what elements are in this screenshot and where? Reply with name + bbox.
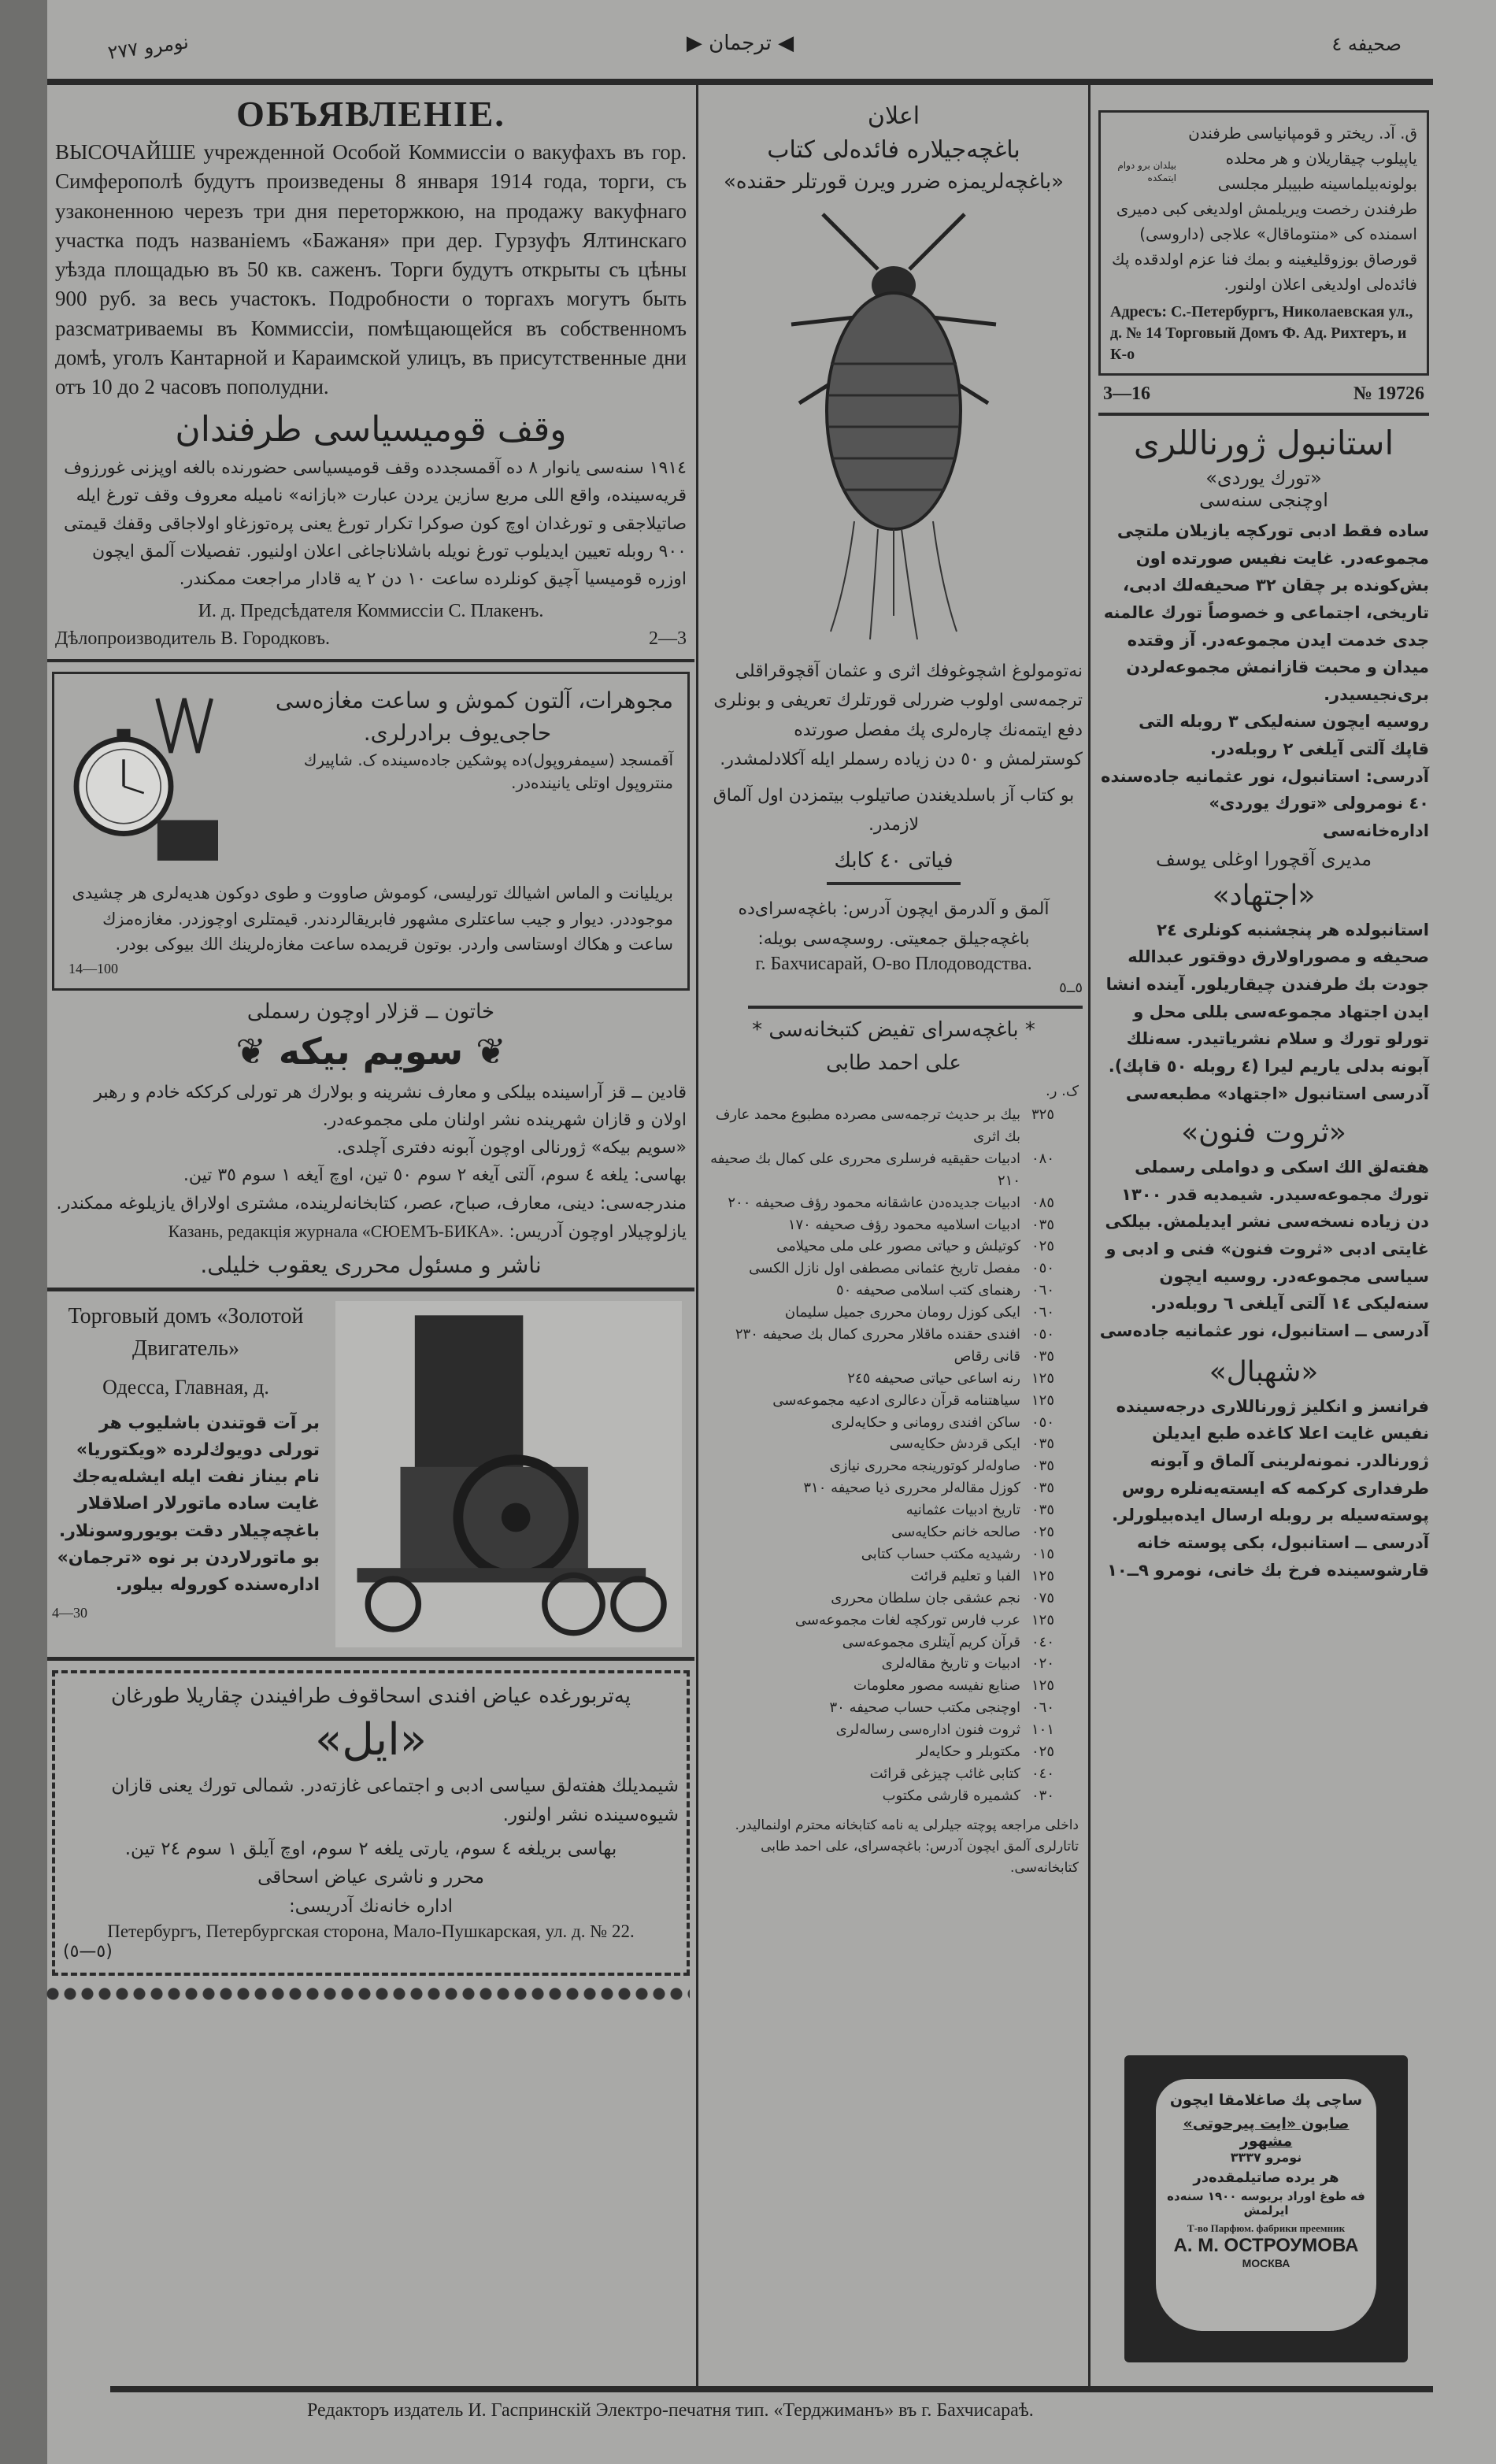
elan-price: فیاتی ٤٠ کابك xyxy=(834,849,954,873)
column-rule xyxy=(696,85,698,2386)
book-list-item xyxy=(709,1280,1079,1302)
scan-edge xyxy=(0,0,47,2464)
footer-rule xyxy=(110,2386,1433,2392)
masthead-title: ترجمان xyxy=(709,31,772,55)
notice-body: ВЫСОЧАЙШЕ учрежденной Особой Коммиссiи о вакуфахъ въ гор. Симферополѣ будутъ произведены 8 января 1914 года, торги, съ узаконенною черезъ три дня переторжкою, на продажу вакуфнаго участка подъ названiемъ «Бажаня» при дер. Гурзуфъ Ялтинскаго уѣзда площадью въ 50 кв. саженъ. Торги будутъ открыты съ цѣны 900 руб. за весь участокъ. Подробности о торгахъ могутъ быть разсматриваемы въ Коммиссiи, помѣщающейся въ собственномъ домѣ, уголъ Кантарной и Караимской улицъ, въ присутственные дни отъ 10 до 2 часовъ пополудни. xyxy=(55,140,687,398)
book-title: الفبا و تعلیم قرائت xyxy=(910,1567,1020,1584)
syuyumbike-title-text: سویم بیکه xyxy=(278,1029,464,1073)
divider xyxy=(47,659,694,662)
book-price: ٠٥٠ xyxy=(1031,1326,1055,1343)
issue-number: نومرو ٢٧٧ xyxy=(106,31,191,65)
ijtihad-body: استانبولده هر پنجشنبه کونلری ٢٤ صحیفه و مصوراولارق دوقتور عبدالله جودت بك طرفندن چیقاریلور. آینده انشا ایدن اجتهاد مجموعه‌سی بللی محل و تورلو تورك و سلام نشریاتیدر. سه‌نلك آبونه بدلی یاریم لیرا (٤ روبله ٥٠ قاپك). آدرسی استانبول «اجتهاد» مطبعه‌سی xyxy=(1105,920,1429,1103)
book-list-item xyxy=(709,1653,1079,1675)
soap-firm: А. М. ОСТРОУМОВА xyxy=(1173,2235,1359,2256)
book-list-item xyxy=(709,1368,1079,1390)
book-title: بیك بر حدیث ترجمه‌سی مصرده مطبوع محمد عارف بك اثری xyxy=(715,1106,1020,1146)
book-list-item xyxy=(709,1214,1079,1236)
book-price: ١٢٥ xyxy=(1031,1567,1055,1584)
book-list-item xyxy=(709,1455,1079,1477)
book-price: ٠٣٥ xyxy=(1031,1480,1055,1497)
book-list-item xyxy=(709,1433,1079,1455)
jewelry-body: بریلیانت و الماس اشیالك تورلیسی، کوموش صاووت و طوی دوکون هدیه‌لری هر چشیدی موجوددر. دیوار و جیب ساعتلری مشهور فابریقالردندر. قیمتلری اوچوزدر. مغازه‌مزك ساعت و هکاك اوستاسی واردر. بوتون قریمده ساعت مغازه‌لرینك الك بیوکی بودر. xyxy=(72,884,673,954)
notice-ru xyxy=(52,93,690,650)
syuyumbike-subtitle: خاتون ــ قزلار اوچون رسملی xyxy=(246,999,495,1024)
soap-line: فه طوغ اوراد بریوسه ١٩٠٠ سنه‌ده ایرلمش xyxy=(1167,2189,1365,2218)
book-price: ٠٥٠ xyxy=(1031,1260,1055,1277)
book-title: ادبیات جدیده‌دن عاشقانه محمود رؤف صحیفه ٢٠٠ xyxy=(728,1194,1020,1211)
book-price: ٠٧٥ xyxy=(1031,1589,1055,1606)
book-title: سیاهتنامه قرآن دعالری ادعیه مجموعه‌سی xyxy=(772,1391,1020,1409)
il-intro: پەتربورغده عیاض افندی اسحاقوف طرافیندن چقاریلا طورغان xyxy=(110,1684,631,1708)
elan-body2: بو کتاب آز باسلدیغندن صاتیلوب بیتمزدن اول آلماق لازمدر. xyxy=(713,785,1075,835)
book-price: ٠٣٠ xyxy=(1031,1787,1055,1804)
book-list-item xyxy=(709,1192,1079,1214)
book-title: ادبیات اسلامیه محمود رؤف صحیفه ١٧٠ xyxy=(787,1216,1020,1233)
book-list-item xyxy=(709,1741,1079,1763)
turk-yurdu-body: ساده فقط ادبی تورکچه یازیلان ملتچی مجموعه‌در. غایت نفیس صورتده اون بش‌کونده بر چقان ٣٢ صحیفه‌لك ادبی، تاریخی، اجتماعی و خصوصاً تورك عالمنه جدی خدمت ایدن مجموعه‌در. آز وقتده میدان و محبت قازانمش مجموعه‌لردن بری‌نجیسیدر. xyxy=(1103,521,1429,704)
elan-address: آلمق و آلدرمق ایچون آدرس: باغچه‌سرای‌ده باغچه‌جیلق جمعیتی. روسچه‌سی بویله: xyxy=(738,899,1050,949)
book-price: ٠٦٠ xyxy=(1031,1699,1055,1717)
run-mark: ٥ــ٥ xyxy=(1059,980,1083,997)
run-mark: 4—30 xyxy=(52,1604,87,1621)
il-price: بهاسی بریلغه ٤ سوم، یارتی یلغه ٢ سوم، اوچ آیلق ١ سوم ٢٤ تین. xyxy=(124,1838,617,1859)
book-price: ٣٢٥ xyxy=(1031,1106,1055,1124)
book-list-item xyxy=(709,1236,1079,1258)
motor-body: بر آت قوتندن باشلیوب هر تورلی دویوك‌لرده «ویکتوریا» نام بیناز نفت ایله ایشله‌یه‌جك غایت ساده ماتورلار اصلاقلار باغچه‌چیلار دقت بویوروسونلار. بو ماتورلاردن بر نوه «ترجمان» اداره‌سنده کوروله بیلور. xyxy=(57,1414,320,1595)
book-price: ٠٣٥ xyxy=(1031,1347,1055,1365)
run-mark: 2—3 xyxy=(649,628,687,650)
book-title: تاریخ ادبیات عثمانیه xyxy=(905,1502,1020,1519)
left-column xyxy=(52,93,690,2003)
il-title: «ایل» xyxy=(314,1714,428,1766)
syuyumbike-line: «سویم بیکه» ژورنالی اوچون آبونه دفتری آچلدی. xyxy=(336,1138,687,1158)
page-number: صحیفه ٤ xyxy=(1331,33,1402,55)
book-list-item xyxy=(709,1521,1079,1543)
book-list-item xyxy=(709,1499,1079,1521)
bookstore-catalogue xyxy=(705,1018,1083,1879)
il-editor: محرر و ناشری عیاض اسحاقی xyxy=(257,1867,484,1888)
il-office: اداره خانه‌نك آدریسی: xyxy=(288,1896,454,1917)
medicine-address: Адресъ: С.-Петербургъ, Николаевская ул., д. № 14 Торговый Домъ Ф. Ад. Рихтеръ, и К-о xyxy=(1110,303,1413,363)
shehbal-address: آدرسی ــ استانبول، بکی پوسته خانه قارشوسینده فرخ بك خانی، نومرو ٩ــ١٠ xyxy=(1107,1532,1429,1580)
book-list-item xyxy=(709,1258,1079,1280)
book-title: افندی حقنده ماقلار محرری کمال بك صحیفه ٢٣٠ xyxy=(735,1326,1020,1343)
elan-ad xyxy=(705,102,1083,996)
book-title: رهنمای کتب اسلامی صحیفه ٥٠ xyxy=(835,1282,1020,1299)
book-list-item xyxy=(709,1412,1079,1434)
book-list-item xyxy=(709,1477,1079,1499)
notice-title-tt: وقف قومیسیاسی طرفندان xyxy=(175,409,567,450)
journals-title: استانبول ژورناللری xyxy=(1133,424,1394,462)
book-list xyxy=(709,1104,1079,1807)
book-price: ١٠١ xyxy=(1031,1721,1055,1739)
book-price: ٠٢٥ xyxy=(1031,1238,1055,1255)
book-title: رنه اساعی حیاتی صحیفه ٢٤٥ xyxy=(847,1369,1020,1387)
turk-yurdu-price: روسیه ایچون سنه‌لیکی ٣ روبله التی قاپك آلتی آیلغی ٢ روبله‌در. xyxy=(1139,712,1429,759)
masthead: ◀ ترجمان ▶ xyxy=(686,31,794,55)
elan-book-title: «باغچه‌لریمزه ضرر ویرن قورتلر حقنده» xyxy=(723,170,1064,194)
insect-illustration xyxy=(776,206,1012,647)
soap-ad-panel xyxy=(1156,2079,1376,2331)
jewelry-heading: مجوهرات، آلتون کموش و ساعت مغازه‌سی xyxy=(275,687,673,714)
notice-body-tt: ١٩١٤ سنه‌سی يانوار ٨ ده آقمسجدده وقف قومیسیاسی حضورنده بالغه اوپزنی غورزوف قریه‌سینده، واقع اللی مربع سازین یردن عبارت «بازانه» نامیله معروف وقف تورغ ایله صاتیلاجقی و تورغدان اوچ کون صوکرا تکرار تورغ یعنی پره‌توزغاو اولاجاقی وقفك قیمتی ٩٠٠ روبله تعیین ایدیلوب تورغ نویله باشلاناجاغی اعلان اولنیور. تفصیلات آلمق ایچون اوزره قومیسیا آچیق کونلرده ساعت ١٠ دن ٢ یه قادار مراجعت ممکندر. xyxy=(64,458,687,589)
book-price: ٠١٥ xyxy=(1031,1545,1055,1562)
medicine-side-note: بیلدان برو دوام ایتمکده xyxy=(1117,160,1176,183)
book-title: رشیدیه مکتب حساب کتابی xyxy=(861,1545,1020,1562)
column-rule xyxy=(1088,85,1091,2386)
book-title: قرآن کریم آیتلری مجموعه‌سی xyxy=(842,1633,1020,1651)
book-list-item xyxy=(709,1565,1079,1588)
book-title: صنایع نفیسه مصور معلومات xyxy=(853,1677,1020,1695)
istanbul-journals xyxy=(1098,424,1429,1584)
book-list-item xyxy=(709,1543,1079,1565)
syuyumbike-body: قادین ــ قز آراسینده بیلکی و معارف نشرینه و بولارك هر تورلی کرککه خادم و رهبر اولان و قازان شهرینده نشر اولنان ملی مجموعه‌در. xyxy=(94,1082,687,1131)
soap-line: صابون «ایت پیرحوتی» مشهور xyxy=(1183,2115,1350,2150)
book-price: ١٢٥ xyxy=(1031,1677,1055,1695)
book-price: ٠٣٥ xyxy=(1031,1436,1055,1453)
motor-firm: Торговый домъ «Золотой Двигатель» xyxy=(68,1303,304,1361)
jewelry-address: آقمسجد (سیمفروپول)ده پوشکین جاده‌سینده ک. شاپیرك منتروپول اوتلی یانینده‌در. xyxy=(303,750,673,793)
jewelry-firm: حاجی‌یوف برادرلری. xyxy=(363,719,552,746)
il-address: Петербургъ, Петербургская сторона, Мало-Пушкарская, ул. д. № 22. xyxy=(107,1921,635,1941)
book-title: ثروت فنون اداره‌سی رساله‌لری xyxy=(835,1721,1020,1739)
syuyumbike-price: بهاسی: یلغه ٤ سوم، آلتی آیغه ٢ سوم ٥٠ تین، اوچ آیغه ١ سوم ٣٥ تین. xyxy=(183,1165,687,1186)
book-title: ادبیات حقیقیه فرسلری محرری علی کمال بك صحیفه ٢١٠ xyxy=(710,1150,1020,1189)
book-list-item xyxy=(709,1346,1079,1368)
turk-yurdu-title: «تورك يوردی» xyxy=(1205,467,1322,489)
soap-line: ساچی پك صاغلامقا ایچون xyxy=(1169,2092,1363,2109)
turk-yurdu-editor: مدیری آقچورا اوغلی یوسف xyxy=(1155,847,1372,870)
ad-number: № 19726 xyxy=(1353,383,1424,404)
book-price: ١٢٥ xyxy=(1031,1369,1055,1387)
soap-line: نومرو ٣٣٣٧ xyxy=(1230,2150,1302,2165)
book-title: صاوله‌لر کوتورینجه محرری نیازی xyxy=(829,1458,1020,1475)
book-title: کوزل مقاله‌لر محرری ذیا صحیفه ٣١٠ xyxy=(803,1480,1020,1497)
shehbal-body: فرانسز و انکلیز ژورناللاری درجه‌سینده نفیس غایت اعلا کاغده طبع ایدیلن ژورنالدر. نمونه‌لرینی آلماق و آبونه طرفداری کرکمه که ایسته‌یه‌نلره روس پوسته‌سیله بر روبله ارسال ایده‌بیلورلر. xyxy=(1112,1396,1429,1525)
book-price: ٠٦٠ xyxy=(1031,1282,1055,1299)
divider xyxy=(748,1006,1083,1009)
turk-yurdu-year: اوچنجی سنه‌سی xyxy=(1199,489,1328,511)
book-price: ٠٨٥ xyxy=(1031,1194,1055,1211)
book-title: قانی رقاص xyxy=(954,1347,1020,1365)
book-price: ٠٣٥ xyxy=(1031,1458,1055,1475)
book-list-item xyxy=(709,1785,1079,1807)
medicine-ad-run xyxy=(1098,383,1429,405)
medicine-ad xyxy=(1098,110,1429,376)
book-price: ٠٤٠ xyxy=(1031,1765,1055,1782)
ijtihad-title: «اجتهاد» xyxy=(1212,879,1316,912)
book-price: ٠٣٥ xyxy=(1031,1216,1055,1233)
book-price: ٠٢٠ xyxy=(1031,1655,1055,1673)
footer-imprint: Редакторъ издатель И. Гаспринскiй Электро-печатня тип. «Терджиманъ» въ г. Бахчисараѣ. xyxy=(307,2400,1034,2421)
motor-address: Одесса, Главная, д. xyxy=(102,1376,269,1399)
book-list-item xyxy=(709,1763,1079,1785)
engine-illustration xyxy=(335,1301,682,1647)
motor-ad xyxy=(52,1301,690,1647)
middle-column xyxy=(705,102,1083,1879)
servet-title: «ثروت فنون» xyxy=(1181,1117,1346,1150)
book-title: ساکن افندی رومانی و حکایه‌لری xyxy=(831,1414,1020,1431)
book-title: کشمیره قارشی مکتوب xyxy=(882,1787,1020,1804)
syuyumbike-address-label: یازلوچیلار اوچون آدریس: xyxy=(509,1221,687,1242)
book-list-item xyxy=(709,1302,1079,1324)
book-price: ١٢٥ xyxy=(1031,1611,1055,1628)
book-price: ٠٢٥ xyxy=(1031,1743,1055,1760)
book-title: اوچنجی مکتب حساب صحیفه ٣٠ xyxy=(829,1699,1020,1717)
book-price: ١٢٥ xyxy=(1031,1391,1055,1409)
soap-ad xyxy=(1124,2055,1408,2362)
right-column xyxy=(1098,110,1429,2362)
book-title: ایکی قردش حکایه‌سی xyxy=(889,1436,1020,1453)
bookstore-owner: علی احمد طابی xyxy=(826,1051,961,1076)
divider xyxy=(47,1288,694,1291)
book-list-item xyxy=(709,1675,1079,1697)
book-list-item xyxy=(709,1632,1079,1654)
elan-subheading: باغچه‌جیلاره فائده‌لی کتاب xyxy=(767,136,1020,164)
book-list-item xyxy=(709,1104,1079,1148)
medicine-body: ق. آد. ریختر و قومپانیاسی طرفندن یاپیلوب چیقاریلان و هر محلده بولونه‌بیلماسینه طبیبلر مجلسی طرفندن رخصت ویریلمش اولدیغی کبی دمیری اسمنده کی «منتوماقال» علاجی (داروسی) قورصاق بوزوقلیغینه و بمك فنا عزم اولدقده پك فائده‌لی اولدیغی اعلان اولنور. xyxy=(1112,124,1417,294)
book-title: کوتیلش و حیاتی مصور علی ملی محیلامی xyxy=(776,1238,1020,1255)
header-rule xyxy=(47,79,1433,85)
pocket-watch-illustration xyxy=(69,685,226,874)
shehbal-title: «شهبال» xyxy=(1209,1355,1319,1388)
divider xyxy=(47,1657,694,1661)
soap-factory: Т-во Парфюм. фабрики преемник xyxy=(1187,2222,1346,2234)
book-price: ٠٤٠ xyxy=(1031,1633,1055,1651)
medicine-text xyxy=(1110,120,1417,297)
divider xyxy=(827,882,961,885)
syuyumbike-ad xyxy=(52,1000,690,1278)
book-title: کتابی غائب چیزغی قرائت xyxy=(869,1765,1020,1782)
servet-address: آدرسی ــ استانبول، نور عثمانیه جاده‌سی xyxy=(1099,1321,1429,1341)
servet-body: هفته‌لق الك اسکی و دواملی رسملی تورك مجموعه‌سیدر. شیمدیه قدر ١٣٠٠ دن زیاده نسخه‌سی نشر ایدیلمش. بیلکی غایتی ادبی «ثروت فنون» فنی و ادبی و سیاسی مجموعه‌در. روسیه ایچون سنه‌لیکی ١٤ آلتی آیلغی ٦ روبله‌در. xyxy=(1105,1158,1429,1314)
syuyumbike-address: Казань, редакцiя журнала «СЮЕМЪ-БИКА». xyxy=(168,1221,504,1241)
il-body: شیمدیلك هفته‌لق سیاسی ادبی و اجتماعی غازته‌در. شمالی تورك یعنی قازان شیوه‌سینده نشر اولنور. xyxy=(111,1775,679,1825)
book-list-item xyxy=(709,1390,1079,1412)
book-list-item xyxy=(709,1719,1079,1741)
book-list-item xyxy=(709,1588,1079,1610)
book-list-item xyxy=(709,1697,1079,1719)
book-title: مفصل تاریخ عثمانی مصطفی اول نازل الکسی xyxy=(749,1260,1020,1277)
book-title: نجم عشقی جان سلطان محرری xyxy=(831,1589,1020,1606)
book-title: مکتوبلر و حکایه‌لر xyxy=(916,1743,1020,1760)
run-mark: (٥—٥) xyxy=(63,1941,113,1962)
book-list-item xyxy=(709,1324,1079,1346)
notice-signature: Дѣлопроизводитель В. Городковъ. xyxy=(55,628,331,650)
book-price: ٠٦٠ xyxy=(1031,1304,1055,1321)
book-price: ٠٢٥ xyxy=(1031,1524,1055,1541)
bookstore-title: * باغچه‌سرای تفیض کتبخانه‌سی * xyxy=(752,1018,1035,1043)
run-mark: 14—100 xyxy=(69,960,118,976)
syuyumbike-contents: مندرجه‌سی: دینی، معارف، صباح، عصر، کتابخانه‌لرینده، مشتری اولاراق یازیلوغه ممکندر. xyxy=(56,1193,687,1213)
turk-yurdu-address: آدرسی: استانبول، نور عثمانیه جاده‌سنده ٤٠ نومرولی «تورك یوردی» اداره‌خانه‌سی xyxy=(1101,766,1429,841)
jewelry-ad xyxy=(52,672,690,991)
dotted-border xyxy=(44,1985,690,2003)
run-mark: 3—16 xyxy=(1103,383,1150,404)
syuyumbike-title: ❦ سویم بیکه ❦ xyxy=(235,1029,506,1073)
elan-heading: اعلان xyxy=(867,102,920,130)
elan-address-ru: г. Бахчисарай, О-во Плодоводства. xyxy=(755,954,1032,975)
syuyumbike-publisher: ناشر و مسئول محرری یعقوب خلیلی. xyxy=(200,1251,542,1278)
book-title: صالحه خانم حکایه‌سی xyxy=(891,1524,1020,1541)
book-price: ٠٥٠ xyxy=(1031,1414,1055,1431)
book-list-item xyxy=(709,1148,1079,1192)
soap-line: هر یرده صاتیلمقده‌در xyxy=(1193,2169,1339,2186)
notice-signature: И. д. Предсѣдателя Коммиссiи С. Плакенъ. xyxy=(198,601,544,622)
elan-body: نه‌تومولوغ اشچوغوفك اثری و عثمان آقچوقراقلی ترجمه‌سی اولوب ضررلی قورتلرك تعریفی و بونلری دفع ایتمه‌نك چاره‌لری پك مفصل صورتده کوسترلمش و ٥٠ دن زیاده رسملر ایله آکلادلمشدر. xyxy=(713,661,1083,770)
book-title: ادبیات و تاریخ مقاله‌لری xyxy=(881,1655,1020,1673)
book-price: ٠٨٠ xyxy=(1031,1150,1055,1167)
notice-title: ОБЪЯВЛЕНIЕ. xyxy=(236,94,505,134)
currency-label: ک. ر. xyxy=(1046,1083,1079,1100)
il-ad xyxy=(52,1670,690,1976)
book-title: عرب فارس تورکچه لغات مجموعه‌سی xyxy=(794,1611,1020,1628)
book-price: ٠٣٥ xyxy=(1031,1502,1055,1519)
soap-city: МОСКВА xyxy=(1242,2257,1290,2269)
book-list-item xyxy=(709,1610,1079,1632)
book-title: ایکی کوزل رومان محرری جمیل سلیمان xyxy=(784,1304,1020,1321)
divider xyxy=(1098,413,1429,416)
bookstore-footer: داخلی مراجعه پوچته جیلرلی یه نامه کتابخانه محترم اولنمالیدر. تاتارلری آلمق ایچون آدرس: باغچه‌سرای، علی احمد طابی کتابخانه‌سی. xyxy=(735,1817,1079,1876)
